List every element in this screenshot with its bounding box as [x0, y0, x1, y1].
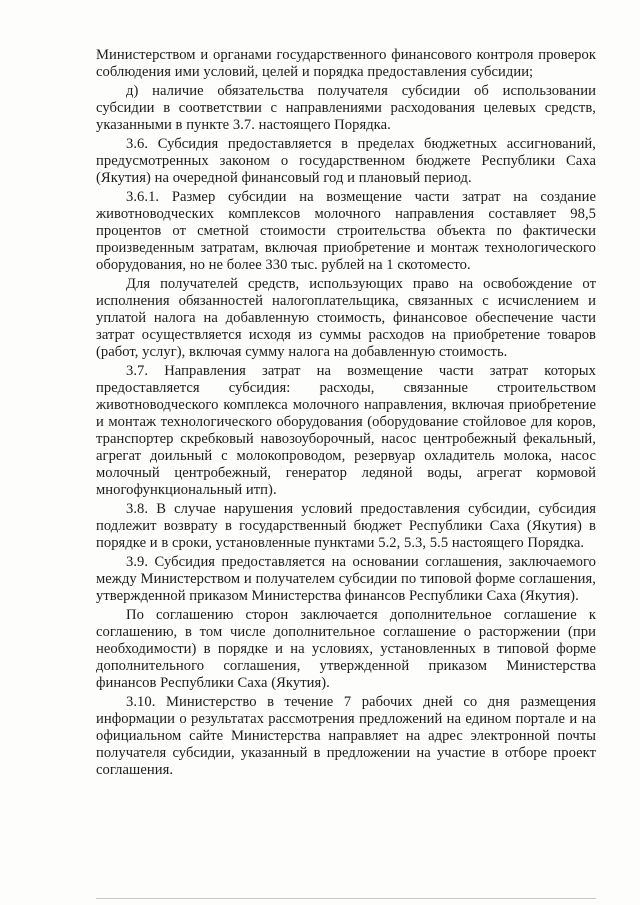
paragraph-3-6-1: 3.6.1. Размер субсидии на возмещение части затрат на создание животноводческих комплексов молочного направления составляет 98,5 процентов от сметной стоимости строительства объекта по фактически произведенным затратам, включая приобретение и монтаж технологического оборудования, но не более 330 тыс. рублей на 1 скотоместо.: [96, 188, 596, 273]
paragraph-vat-exemption: Для получателей средств, использующих право на освобождение от исполнения обязанностей налогоплательщика, связанных с исчислением и уплатой налога на добавленную стоимость, финансовое обеспечение части затрат осуществляется исходя из суммы расходов на приобретение товаров (работ, услуг), включая сумму налога на добавленную стоимость.: [96, 275, 596, 360]
document-body: [96, 47, 596, 781]
paragraph-3-6: 3.6. Субсидия предоставляется в пределах бюджетных ассигнований, предусмотренных законом о государственном бюджете Республики Саха (Якутия) на очередной финансовый год и плановый период.: [96, 135, 596, 186]
paragraph-3-9: 3.9. Субсидия предоставляется на основании соглашения, заключаемого между Министерством и получателем субсидии по типовой форме соглашения, утвержденной приказом Министерства финансов Республики Саха (Якутия).: [96, 553, 596, 605]
paragraph-additional-agreement: По соглашению сторон заключается дополнительное соглашение к соглашению, в том числе дополнительное соглашение о расторжении (при необходимости) в порядке и на условиях, установленных в типовой форме дополнительного соглашения, утвержденной приказом Министерства финансов Республики Саха (Якутия).: [96, 606, 596, 692]
paragraph-3-10: 3.10. Министерство в течение 7 рабочих дней со дня размещения информации о результатах рассмотрения предложений на едином портале и на официальном сайте Министерства направляет на адрес электронной почты получателя субсидии, указанный в предложении на участие в отборе проект соглашения.: [96, 693, 596, 779]
paragraph-3-7: 3.7. Направления затрат на возмещение части затрат которых предоставляется субсидия: расходы, связанные строительством животноводческого комплекса молочного направления, включая приобретение и монтаж технологического оборудования (оборудование стойловое для коров, транспортер скребковый навозоуборочный, насос центробежный фекальный, агрегат доильный с молокопроводом, резервуар охладитель молока, насос молочный центробежный, генератор ледяной воды, агрегат кормовой многофункциональный итп).: [96, 362, 596, 499]
page-bottom-divider: [96, 898, 596, 899]
paragraph-continuation: Министерством и органами государственного финансового контроля проверок соблюдения ими условий, целей и порядка предоставления субсидии;: [96, 47, 596, 81]
paragraph-item-d: д) наличие обязательства получателя субсидии об использовании субсидии в соответствии с направлениями расходования целевых средств, указанными в пункте 3.7. настоящего Порядка.: [96, 82, 596, 133]
paragraph-3-8: 3.8. В случае нарушения условий предоставления субсидии, субсидия подлежит возврату в государственный бюджет Республики Саха (Якутия) в порядке и в сроки, установленные пунктами 5.2, 5.3, 5.5 настоящего Порядка.: [96, 501, 596, 552]
